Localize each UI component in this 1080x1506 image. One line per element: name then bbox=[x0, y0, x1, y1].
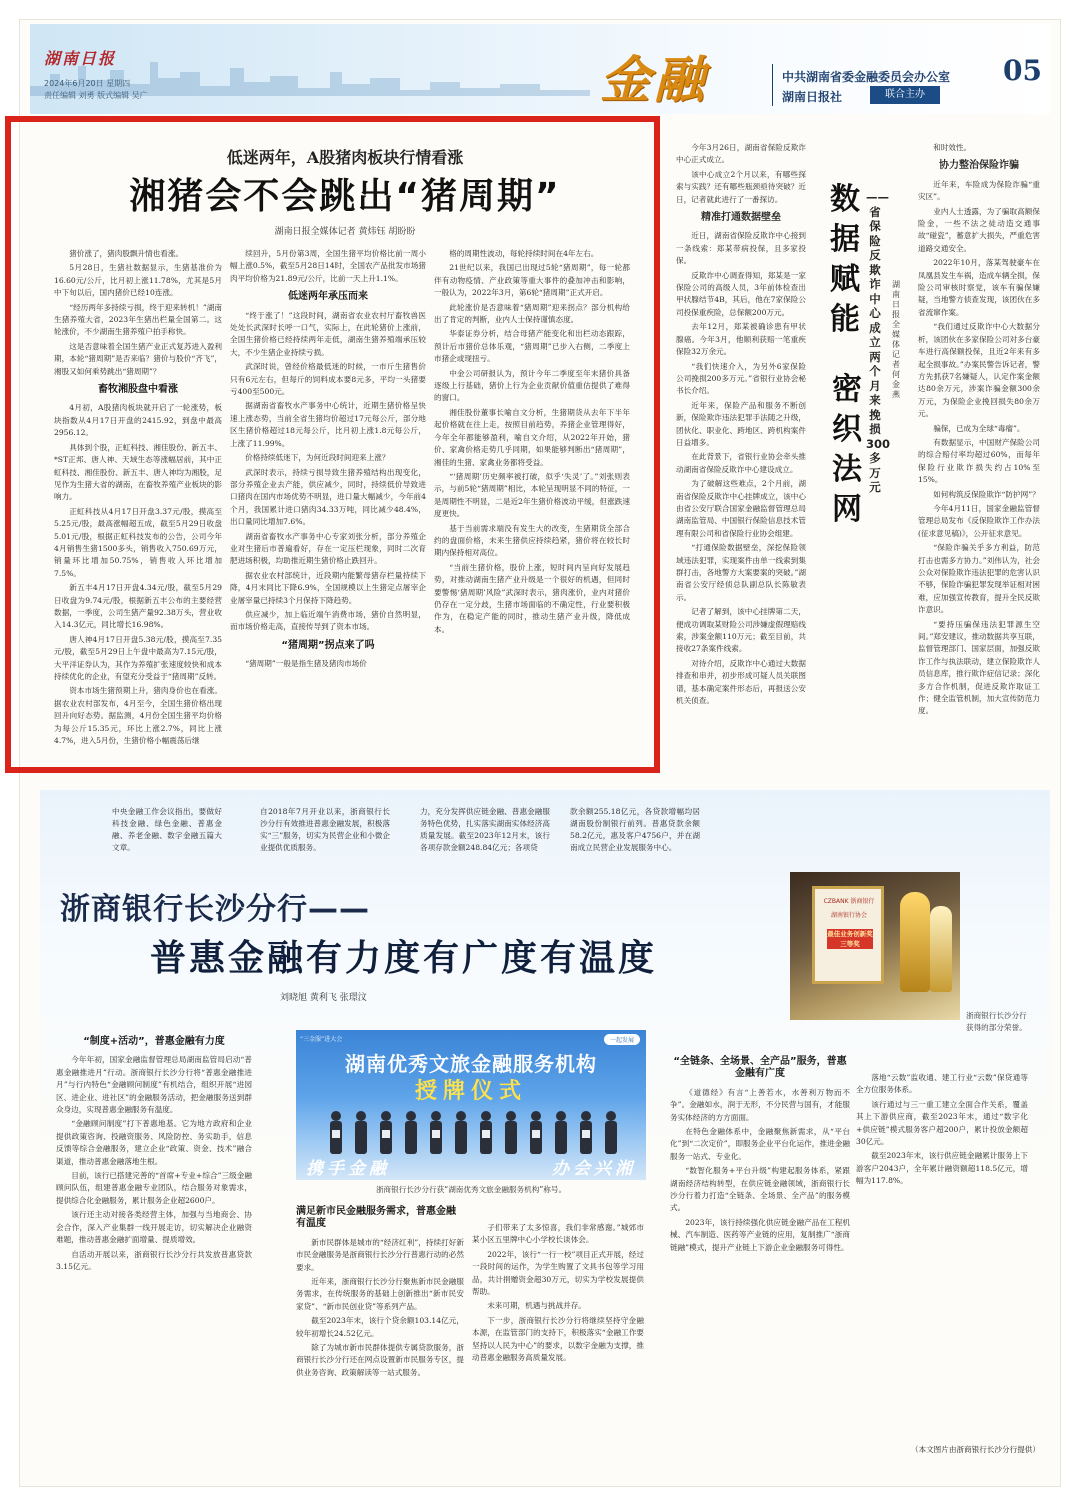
right-column-1 bbox=[676, 142, 806, 762]
paragraph: 此轮涨价是否意味着“猪周期”迎来拐点？部分机构给出了肯定的判断，业内人士保持谨慎态度。 bbox=[434, 302, 630, 325]
paragraph: 猪价涨了，猪肉股飘升情也看涨。 bbox=[69, 249, 184, 258]
paragraph: 湖南省畜牧水产事务中心专家刘张分析，部分养殖企业对生猪后市普遍看好，存在一定压栏现象，同时二次育肥进场积极，均助推近期生猪价格止跌回升。 bbox=[230, 531, 426, 566]
bottom-intro-column-1: 中央金融工作会议指出，要做好科技金融、绿色金融、普惠金融、养老金融、数字金融五篇大文章。 bbox=[112, 807, 222, 852]
plaque-bank-name: CZBANK 浙商银行 bbox=[823, 898, 875, 905]
section-subhead: 低迷两年承压而来 bbox=[288, 291, 368, 303]
paragraph: 唐人神4月17日开盘5.38元/股，摸高至7.35元/股，截至5月29日上午盘中最高为7.15元/股，大平洋证券认为，其作为养殖扩张速度较快和成本持续优化的企业，有望充分受益于“猪周期”反转。 bbox=[54, 634, 222, 681]
paragraph: 中金公司研报认为，预计今年二季度至年末猪价具备逐级上行基础，猪价上行为企业贡献价值重估提供了难得的窗口。 bbox=[434, 368, 630, 403]
paragraph: 湘佳股份董事长喻自文分析，生猪期货从去年下半年起价格就在往上走，按照目前趋势，养猪企业管理得好，今年全年都能够盈利，喻自文介绍，从2022年开始，猪价、家禽价格走势几乎同期，如果能够判断出“猪周期”，湘佳的生猪、家禽业务都将受益。 bbox=[434, 407, 630, 467]
paragraph: “我们通过反欺诈中心大数据分析，该团伙在多家保险公司对多台豪车进行高保额投保，且近2年来有多起全损事故。”办案民警告诉记者，警方先抓获7名嫌疑人，认定作案金额达80余万元，涉案诈骗金额300余万元，为保险企业挽回损失80余万元。 bbox=[918, 322, 1040, 419]
paragraph: 截至2023年末，该行供应链金融累计服务上下游客户2043户，全年累计融资额超118.5亿元，增幅为117.8%。 bbox=[856, 1151, 1028, 1186]
people-silhouettes bbox=[316, 1108, 626, 1154]
paragraph: 21世纪以来，我国已出现过5轮“猪周期”，每一轮都伴有动物疫情、产业政策等重大事件的叠加冲击和影响，一般认为，2022年3月，第6轮“猪周期”正式开启。 bbox=[434, 263, 630, 298]
paragraph: 除了为城市新市民群体提供专属贷款服务，浙商银行长沙分行还在网点设置新市民服务专区，提供业务咨询、政策解读等一站式服务。 bbox=[296, 1343, 464, 1377]
section-subhead: “全链条、全场景、全产品”服务，普惠金融有广度 bbox=[673, 1056, 847, 1080]
paragraph: 2022年10月，落某驾驶豪车在凤凰县发生车祸，造成车辆全损，保险公司审核时察觉，该车有骗保嫌疑，当地警方侦查发现，该团伙在多省流窜作案。 bbox=[918, 258, 1040, 317]
paragraph: 去年12月，郑某被确诊患有甲状腺癌。今年3月，他顺利获赔一笔重疾保险32万余元。 bbox=[676, 322, 806, 357]
paragraph: 该中心成立2个月以来，有哪些探索与实践？还有哪些瓶颈亟待突破？近日，记者就此进行了一番探访。 bbox=[676, 169, 806, 204]
award-plaque bbox=[812, 886, 884, 984]
paragraph: 如何构筑反保险欺诈“防护网”？ bbox=[933, 489, 1040, 499]
paragraph: 落地“云数”监收通、建工行业“云数”保贷通等全方位服务体系。 bbox=[856, 1073, 1028, 1095]
paragraph: 近年来，保险产品和服务不断创新，保险欺诈违法犯罪手法随之升级，团伙化、职业化、跨地区、跨机构案件日益增多。 bbox=[676, 400, 806, 447]
paragraph: 今年年初，国家金融监督管理总局湖南监管局启动“普惠金融推进月”行动。浙商银行长沙分行将“普惠金融推进月”与行内特色“金融顾问制度”有机结合，组织开展“进园区、进企业、进社区”的金融服务活动，把金融服务送到群众身边，实现普惠金融服务有温度。 bbox=[56, 1055, 252, 1115]
paragraph: “经历两年多持续亏损，终于迎来转机！”湖南生猪养殖大省，2023年生猪出栏量全国第二。这轮涨价，不少湖南生猪养殖户拍手称快。 bbox=[54, 302, 222, 337]
paragraph: “保险诈骗关乎多方利益，防范打击也需多方协力。”刘伟认为，社会公众对保险欺诈违法犯罪的危害认识不够，保险诈骗犯罪发现举证相对困难，应加强宣传教育，提升全民反欺诈意识。 bbox=[918, 543, 1040, 615]
section-subhead: 畜牧湘股盘中看涨 bbox=[98, 384, 178, 396]
paragraph: 对待介绍，反欺诈中心通过大数据排查和串并，初步形成可疑人员关联图谱，基本确定案件形态后，再报送公安机关侦查。 bbox=[676, 658, 806, 706]
banner-slogan-right: 办会兴湘 bbox=[552, 1159, 636, 1179]
paragraph: 4月初，A股猪肉板块就开启了一轮涨势，板块指数从4月17日开盘的2415.92，到盘中最高2956.12。 bbox=[54, 403, 222, 438]
photo-tag: “三金服”进大会 bbox=[300, 1036, 343, 1043]
paragraph: “终于涨了！”这段时间，湖南省农业农村厅畜牧兽医处处长武深时长呼一口气，实际上，在此轮猪价上涨前，全国生猪价格已经持续两年走低，湖南生猪养殖端承压较大，不少生猪企业持续亏损。 bbox=[230, 310, 426, 357]
paragraph: 2023年，该行持续强化供应链金融产品在工程机械、汽车制造、医药等产业链的应用，复制推广“浙商链融”模式，提升产业链上下游企业金融服务可得性。 bbox=[670, 1217, 850, 1252]
advertorial-headline: 普惠金融有力度有广度有温度 bbox=[150, 938, 658, 979]
advertorial-byline: 刘晓旭 黄利飞 张璟汶 bbox=[280, 993, 367, 1003]
ceremony-title: 湖南优秀文旅金融服务机构 bbox=[345, 1052, 597, 1076]
advertorial-column-5 bbox=[856, 1072, 1028, 1392]
paragraph: 和时效性。 bbox=[933, 143, 972, 152]
paragraph: 正虹科技从4月17日开盘3.37元/股，摸高至5.25元/股，最高涨幅超五成，截至5月29日收盘5.01元/股，根据正虹科技发布的公告，公司今年4月销售生猪1500多头，销售收入750.69万元，销量环比增加50.75%，销售收入环比增加7.5%。 bbox=[54, 506, 222, 578]
ceremony-photo bbox=[296, 1030, 646, 1180]
section-subhead: 满足新市民金融服务需求，普惠金融有温度 bbox=[296, 1206, 456, 1230]
section-subhead: 精准打通数据壁垒 bbox=[701, 212, 781, 224]
organizer-1: 中共湖南省委金融委员会办公室 bbox=[782, 70, 951, 84]
trophy-icon bbox=[930, 906, 952, 992]
lead-headline: 湘猪会不会跳出“猪周期” bbox=[129, 176, 561, 217]
paragraph: 格的周期性波动，每轮持续时间在4年左右。 bbox=[449, 249, 599, 258]
plaque-issuer: 湖南银行协会 bbox=[830, 912, 867, 919]
right-byline: 湖南日报全媒体记者 何金燕 bbox=[892, 280, 900, 399]
masthead bbox=[30, 24, 1050, 114]
newspaper-logo: 湖南日报 bbox=[44, 49, 117, 68]
right-column-2 bbox=[918, 142, 1040, 762]
paragraph: 2022年，该行“一行一校”项目正式开展，经过一段时间的运作，为学生购置了文具书包等学习用品，共计捐赠资金超30万元，切实为学校发展提供帮助。 bbox=[472, 1249, 644, 1297]
paragraph: 新市民群体是城市的“经济红利”，持续打好新市民金融服务是浙商银行长沙分行普惠行动的必然要求。 bbox=[296, 1237, 464, 1272]
banner-slogan-left: 携手金融 bbox=[306, 1159, 390, 1179]
paragraph: 业内人士透露，为了骗取高额保险金，一些不法之徒动造交通事故“碰瓷”，蓄意扩大损失，严重危害道路交通安全。 bbox=[918, 206, 1040, 253]
paragraph: 未来可期，机遇与挑战并存。 bbox=[487, 1301, 586, 1311]
award-photo bbox=[790, 872, 960, 1020]
section-subhead: 协力整治保险诈骗 bbox=[939, 160, 1019, 172]
section-subhead: “猪周期”拐点来了吗 bbox=[281, 639, 375, 651]
bottom-intro-column-2: 自2018年7月开业以来，浙商银行长沙分行有效推进普惠金融发展，积极落实“三”服务，切实为民营企业和小微企业提供优质服务。 bbox=[260, 807, 390, 852]
paragraph: 武深时表示，持续亏损导致生猪养殖结构出现变化，部分养殖企业去产能，供应减少，同时，持续低价导致进口猪肉在国内市场优势不明显，进口量大幅减少，今年前4个月，我国累计进口猪肉34.33万吨，同比减少48.4%，出口量同比增加7.6%。 bbox=[230, 467, 426, 527]
paragraph: 基于当前需求端没有发生大的改变，生猪期货全部合约的盘面价格，未来生猪供应持续趋紧，猪价将在较长时期内保持相对高位。 bbox=[434, 523, 630, 558]
lead-byline: 湖南日报全媒体记者 黄炜钰 胡盼盼 bbox=[274, 227, 416, 237]
masthead-divider bbox=[772, 64, 773, 106]
paragraph: 子们带来了太多惊喜，我们非常感谢。”城郊市某小区五里牌中心小学校长谈体会。 bbox=[472, 1223, 644, 1245]
paragraph: 新五丰4月17日开盘4.34元/股，截至5月29日收盘为9.74元/股，根据新五丰公布的主要经营数据，一季度，公司生猪产量92.38万头，营业收入14.3亿元，同比增长16.98%。 bbox=[54, 583, 222, 630]
paragraph: “要持压骗保违法犯罪源生空间。”郑安建议，推动数据共享互联，监督管理部门、国家层面，加强反欺诈工作与执法联动，建立保险欺诈人员信息库，推行欺诈症信记录；深化多方合作机制，促进反欺诈取证工作；健全监管机制，加大宣传防范力度。 bbox=[918, 619, 1040, 716]
ceremony-caption: 浙商银行长沙分行获“湖南优秀文旅金融服务机构”称号。 bbox=[375, 1185, 567, 1194]
issue-date: 2024年6月20日 星期四 bbox=[44, 79, 131, 88]
paragraph: 目前，该行已搭建完善的“首席+专业+综合”三级金融顾问队伍，组建普惠金融专业团队，结合服务对象需求，提供综合化金融服务，累计服务企业超2600户。 bbox=[56, 1171, 252, 1205]
right-subtitle: ——省保险反欺诈中心成立两个月来挽损300多万元 bbox=[866, 190, 891, 494]
paragraph: 该行通过与三一重工建立全面合作关系，覆盖其上下游供应商，截至2023年末，通过“数字化+供应链”模式服务客户超200户，累计投放金额超30亿元。 bbox=[856, 1099, 1028, 1147]
paragraph: 骗保，已成为全球“毒瘤”。 bbox=[933, 423, 1025, 433]
advertorial-column-4 bbox=[670, 1050, 850, 1430]
joint-sponsor-badge: 联合主办 bbox=[870, 86, 940, 104]
paragraph: 截至2023年末，该行个贷余额103.14亿元，较年初增长24.52亿元。 bbox=[296, 1316, 464, 1338]
paragraph: 价格持续低迷下，为何近段时间迎来上涨？ bbox=[245, 453, 390, 463]
paragraph: 续回升，5月份第3周，全国生猪平均价格比前一周小幅上涨0.5%，截至5月28日14时，全国农产品批发市场猪肉平均价格为21.89元/公斤，比前一天上升1.1%。 bbox=[230, 249, 426, 283]
photo-credit: （本文图片由浙商银行长沙分行提供） bbox=[910, 1445, 1040, 1454]
paragraph: 今年4月11日，国家金融监管督管理总局发布《反保险欺诈工作办法(征求意见稿)》，公开征求意见。 bbox=[918, 503, 1040, 538]
paragraph: 在特色金融体系中，金融聚焦新需求，从“平台化”到“二次定价”，即服务企业平台化运作，推进金融服务一站式、专业化。 bbox=[670, 1127, 850, 1161]
section-subhead: “制度+活动”，普惠金融有力度 bbox=[83, 1036, 225, 1047]
paragraph: 近年来，浙商银行长沙分行聚焦新市民金融服务需求，在传统服务的基础上创新推出“新市民安家贷”、“新市民创业贷”等系列产品。 bbox=[296, 1277, 464, 1311]
paragraph: 武深时说，曾经价格最低迷的时候，一市斤生猪售价只有6元左右，但每斤的饲料成本要8元多，平均一头猪要亏400至500元。 bbox=[230, 362, 426, 397]
bottom-intro-column-3: 力，充分发挥供应链金融、普惠金融服务特色优势，扎实落实湖南实体经济高质量发展。截至2023年12月末，该行各项存款金额248.84亿元；各项贷 bbox=[420, 807, 550, 852]
paragraph: 反欺诈中心调查得知，郑某是一家保险公司的高级人员，3年前体检查出甲状腺结节4B，其后，他在7家保险公司投保重疾险，总保额200万元。 bbox=[676, 270, 806, 317]
paragraph: 下一步，浙商银行长沙分行将继续坚持守金融本源，在监管部门的支持下，积极落实“金融工作要坚持以人民为中心”的要求，以数字金融为支撑，推动普惠金融服务高质量发展。 bbox=[472, 1315, 644, 1363]
advertorial-column-2 bbox=[296, 1200, 464, 1440]
highlight-frame bbox=[5, 116, 660, 773]
paragraph: 资本市场生猪预期上升，猪肉身价也在看涨。据农业农村部发布，4月至今，全国生猪价格出现回升向好态势。据监测，4月份全国生猪平均价格为每公斤15.35元，环比上涨2.7%，同比上涨4.7%，进入5月份，生猪价格小幅震荡后继 bbox=[54, 686, 222, 746]
paragraph: 供应减少，加上临近端午消费市场，猪价自然明显，而市场价格走高，直接传导到了资本市场。 bbox=[230, 609, 426, 632]
paragraph: 在此背景下，省银行业协会牵头推动湖南省保险反欺诈中心建设成立。 bbox=[676, 452, 806, 474]
paragraph: 华泰证券分析，结合母猪产能变化和出栏动态跟踪，预计后市猪价总体乐观，“猪周期”已步入右侧，二季度上市猪企或现扭亏。 bbox=[434, 329, 630, 364]
paragraph: 具体到个股，正虹科技、湘佳股份、新五丰、*ST正邦、唐人神、天域生态等涨幅居前，其中正虹科技、湘佳股份、新五丰、唐人神均为湘股，足见作为生猪大省的湖南，在畜牧养殖产业板块的影响力。 bbox=[54, 442, 222, 502]
paragraph: 5月28日，生猪社数据显示，生猪基准价为16.60元/公斤，比月初上涨11.78%，尤其是5月中下旬以后，国内猪价已经10连涨。 bbox=[54, 263, 222, 298]
page-number: 05 bbox=[1003, 54, 1042, 87]
advertorial-title: 浙商银行长沙分行—— bbox=[60, 892, 370, 927]
ceremony-subtitle: 授牌仪式 bbox=[414, 1079, 527, 1104]
photo-tag-2: 一起发展 bbox=[604, 1034, 640, 1045]
paragraph: “打通保险数据壁垒，深挖保险领域违法犯罪，实现案件由单一线索到集群打击，各地警方大案要案的突破。”湖南省公安厅经侦总队副总队长陈敏表示。 bbox=[676, 543, 806, 602]
organizer-2: 湖南日报社 bbox=[782, 90, 843, 104]
paragraph: 该行还主动对接各类经营主体，加强与当地商会、协会合作，深入产业集群一线开展走访，切实解决企业融资难题，推动普惠金融扩面增量、提质增效。 bbox=[56, 1210, 252, 1245]
paragraph: 自活动开展以来，浙商银行长沙分行共发放普惠贷款3.15亿元。 bbox=[56, 1249, 252, 1271]
paragraph: 《道德经》有言“上善若水，水善利万物而不争”。金融如水，润于无形，不分民营与国有，才能服务实体经济的方方面面。 bbox=[670, 1087, 850, 1122]
right-title-part-1: 数据赋能 bbox=[830, 182, 860, 337]
advertorial-column-3 bbox=[472, 1222, 644, 1440]
paragraph: “猪周期”一般是指生猪及猪肉市场价 bbox=[245, 659, 367, 669]
paragraph: 近年来，车险成为保险诈骗“重灾区”。 bbox=[918, 179, 1040, 202]
editors-line: 责任编辑 刘勇 版式编辑 吴广 bbox=[44, 91, 148, 100]
paragraph: 近日，湖南省保险反欺诈中心接到一条线索：郑某带病投保，且多家投保。 bbox=[676, 231, 806, 266]
paragraph: 为了破解这些难点，2个月前，湖南省保险反欺诈中心挂牌成立，该中心由省公安厅联合国家金融监督管理总局湖南监管局、中国银行保险信息技术管理有限公司和省保险行业协会组建。 bbox=[676, 479, 806, 538]
paragraph: “我们快速介入，为另外6家保险公司挽损200多万元。”省银行业协会秘书长介绍。 bbox=[676, 361, 806, 396]
paragraph: 这是否意味着全国生猪产业正式复苏进入盈利期，本轮“猪周期”是否来临？猪价与股价“齐飞”，湘股又如何乘势跳出“猪周期”？ bbox=[54, 341, 222, 376]
paragraph: 今年3月26日，湖南省保险反欺诈中心正式成立。 bbox=[676, 143, 806, 165]
plaque-award-name: 最佳业务创新奖 三等奖 bbox=[827, 930, 873, 948]
paragraph: 据农业农村部统计，近段期内能繁母猪存栏量持续下降，4月末同比下降6.9%，全国规模以上生猪定点屠宰企业屠宰量已持续3个月保持下降趋势。 bbox=[230, 570, 426, 605]
paragraph: 记者了解到，该中心挂牌第二天，便成功调取某财险公司涉嫌虚假理赔线索，涉案金额110万元；截至目前，共接收27条案件线索。 bbox=[676, 607, 806, 654]
bottom-intro-column-4: 款余额255.18亿元，各贷款增幅均居湖南股份制银行前列。普惠贷款余额58.2亿元，惠及客户4756户，并在湖南成立民营企业发展服务中心。 bbox=[570, 807, 700, 852]
lead-kicker: 低迷两年，A股猪肉板块行情看涨 bbox=[226, 148, 464, 167]
paragraph: “金融顾问制度”打下普惠地基。它为地方政府和企业提供政策咨询、投融资服务、风险防控、务实助手，信息反馈等综合金融服务，建立企业“政策、资金、技术”融合渠道，推动普惠金融落地生根。 bbox=[56, 1119, 252, 1166]
ceremony-banner bbox=[306, 1154, 636, 1179]
advertorial-column-1 bbox=[56, 1030, 252, 1430]
paragraph: “数智化服务+平台升级”构建起服务体系，紧跟湖南经济结构转型，在供应链金融领域，浙商银行长沙分行着力打造“全链条、全场景、全产品”的服务模式。 bbox=[670, 1166, 850, 1213]
award-caption: 浙商银行长沙分行获得的部分荣誉。 bbox=[966, 1011, 1027, 1032]
trophy-icon bbox=[900, 892, 930, 992]
section-title: 金融 bbox=[600, 50, 708, 109]
paragraph: “‘猪周期’历史频率被打破，似乎‘失灵’了。”刘张则表示，与前5轮“猪周期”相比，本轮呈现明显不同的特征，一是周期性不明显，二是近2年生猪价格波动平缓，但涨跌速度更快。 bbox=[434, 471, 630, 519]
paragraph: 据湖南省畜牧水产事务中心统计，近期生猪价格呈快速上涨态势，当前全省生猪均价超过17元每公斤，部分地区生猪价格超过18元每公斤，比月初上涨1.8元每公斤，上涨了11.99%。 bbox=[230, 401, 426, 448]
paragraph: 有数据显示，中国财产保险公司的综合赔付率均超过60%，而每年保险行业欺诈损失约占10%至15%。 bbox=[918, 437, 1040, 485]
paragraph: “当前生猪价格，股价上涨，短时间内呈向好发展趋势，对推动湖南生猪产业升级是一个很好的机遇，但同时要警惕‘猪周期’风险”武深时表示，猪肉涨价，业内对猪价仍存在一定分歧，生猪市场面临的不确定性，行业要积极作为，在稳定产能的同时，推动生猪产业升级，降低成本。 bbox=[434, 562, 630, 634]
right-title-part-2: 密织法网 bbox=[832, 372, 862, 527]
